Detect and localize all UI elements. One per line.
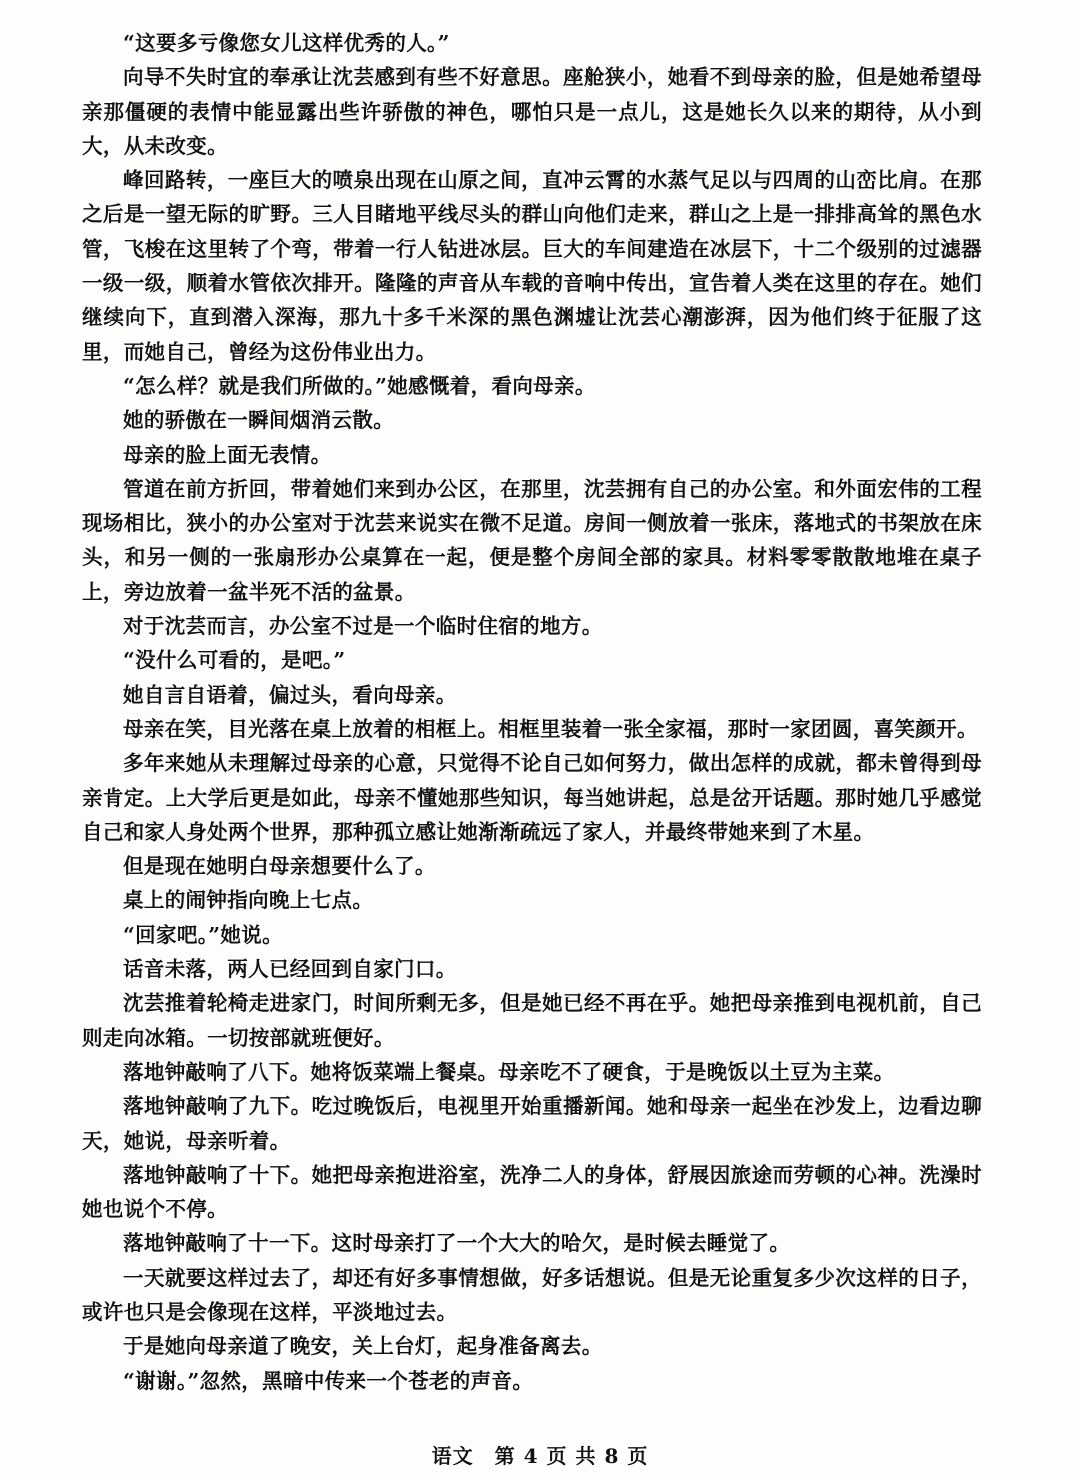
paragraph: 一天就要这样过去了，却还有好多事情想做，好多话想说。但是无论重复多少次这样的日子，或许也只是会像现在这样，平淡地过去。 bbox=[82, 1265, 982, 1324]
paragraph: “怎么样？就是我们所做的。”她感慨着，看向母亲。 bbox=[123, 373, 596, 398]
paragraph: 落地钟敲响了八下。她将饭菜端上餐桌。母亲吃不了硬食，于是晚饭以土豆为主菜。 bbox=[123, 1059, 895, 1084]
paragraph: 向导不失时宜的奉承让沈芸感到有些不好意思。座舱狭小，她看不到母亲的脸，但是她希望母亲那僵硬的表情中能显露出些许骄傲的神色，哪怕只是一点儿，这是她长久以来的期待，从小到大，从未改变。 bbox=[82, 65, 982, 158]
paragraph: 于是她向母亲道了晚安，关上台灯，起身准备离去。 bbox=[123, 1334, 603, 1359]
page-footer: 语文 第 4 页 共 8 页 bbox=[431, 1444, 649, 1468]
paragraph: 母亲的脸上面无表情。 bbox=[123, 442, 332, 467]
paragraph: 沈芸推着轮椅走进家门，时间所剩无多，但是她已经不再在乎。她把母亲推到电视机前，自己则走向冰箱。一切按部就班便好。 bbox=[82, 991, 982, 1050]
passage-text bbox=[82, 26, 982, 1398]
paragraph: 话音未落，两人已经回到自家门口。 bbox=[123, 957, 457, 982]
paragraph: 但是现在她明白母亲想要什么了。 bbox=[123, 854, 436, 879]
paragraph: 她的骄傲在一瞬间烟消云散。 bbox=[123, 408, 395, 433]
paragraph: 管道在前方折回，带着她们来到办公区，在那里，沈芸拥有自己的办公室。和外面宏伟的工程现场相比，狭小的办公室对于沈芸来说实在微不足道。房间一侧放着一张床，落地式的书架放在床头，和另一侧的一张扇形办公桌算在一起，便是整个房间全部的家具。材料零零散散地堆在桌子上，旁边放着一盆半死不活的盆景。 bbox=[82, 476, 982, 604]
paragraph: 她自言自语着，偏过头，看向母亲。 bbox=[123, 682, 457, 707]
paragraph: 对于沈芸而言，办公室不过是一个临时住宿的地方。 bbox=[123, 614, 603, 639]
paragraph: 母亲在笑，目光落在桌上放着的相框上。相框里装着一张全家福，那时一家团圆，喜笑颜开。 bbox=[123, 716, 978, 741]
paragraph: 落地钟敲响了十下。她把母亲抱进浴室，洗净二人的身体，舒展因旅途而劳顿的心神。洗澡时她也说个不停。 bbox=[82, 1162, 982, 1222]
paragraph: 落地钟敲响了十一下。这时母亲打了一个大大的哈欠，是时候去睡觉了。 bbox=[123, 1231, 791, 1256]
paragraph: “谢谢。”忽然，黑暗中传来一个苍老的声音。 bbox=[123, 1368, 534, 1393]
paragraph: 多年来她从未理解过母亲的心意，只觉得不论自己如何努力，做出怎样的成就，都未曾得到母亲肯定。上大学后更是如此，母亲不懂她那些知识，每当她讲起，总是岔开话题。那时她几乎感觉自己和家人身处两个世界，那种孤立感让她渐渐疏远了家人，并最终带她来到了木星。 bbox=[82, 751, 982, 844]
paragraph: “这要多亏像您女儿这样优秀的人。” bbox=[123, 31, 450, 55]
paragraph: 峰回路转，一座巨大的喷泉出现在山原之间，直冲云霄的水蒸气足以与四周的山峦比肩。在那之后是一望无际的旷野。三人目睹地平线尽头的群山向他们走来，群山之上是一排排高耸的黑色水管，飞梭在这里转了个弯，带着一行人钻进冰层。巨大的车间建造在冰层下，十二个级别的过滤器一级一级，顺着水管依次排开。隆隆的声音从车载的音响中传出，宣告着人类在这里的存在。她们继续向下，直到潜入深海，那九十多千米深的黑色渊墟让沈芸心潮澎湃，因为他们终于征服了这里，而她自己，曾经为这份伟业出力。 bbox=[82, 168, 982, 364]
paragraph: 落地钟敲响了九下。吃过晚饭后，电视里开始重播新闻。她和母亲一起坐在沙发上，边看边聊天，她说，母亲听着。 bbox=[82, 1094, 982, 1153]
paragraph: “回家吧。”她说。 bbox=[123, 922, 283, 947]
paragraph: 桌上的闹钟指向晚上七点。 bbox=[123, 888, 374, 913]
paragraph: “没什么可看的，是吧。” bbox=[123, 648, 346, 673]
